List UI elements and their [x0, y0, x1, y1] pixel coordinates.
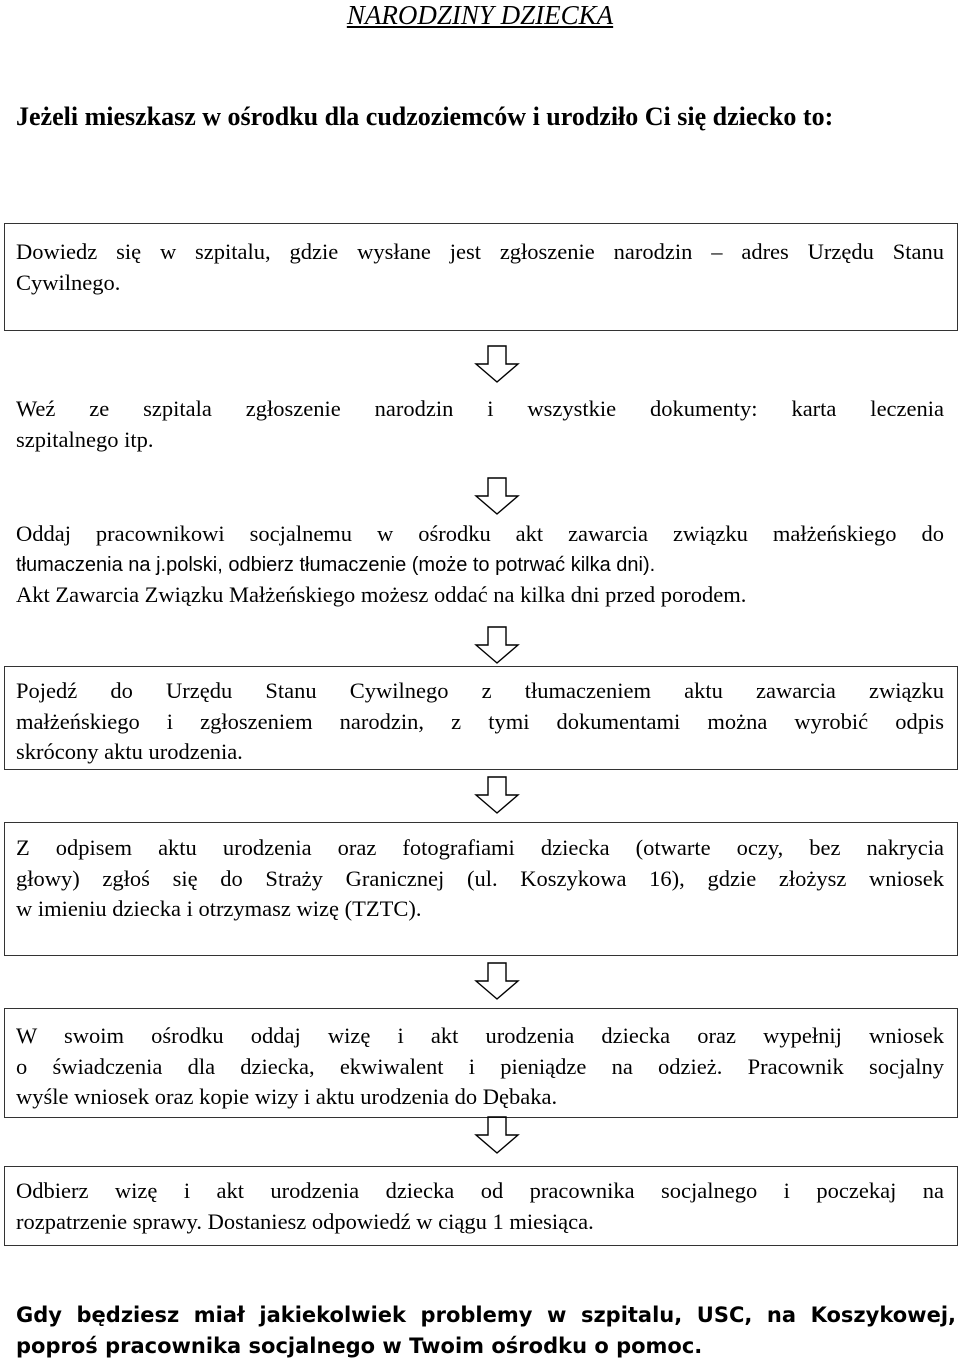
step-3-line-2: tłumaczenia na j.polski, odbierz tłumaczenie (może to potrwać kilka dni). [16, 553, 656, 576]
down-arrow-icon [474, 1115, 520, 1155]
step-4-line-3: skrócony aktu urodzenia. [16, 739, 243, 764]
step-1-text [16, 237, 944, 298]
step-4-line-1: Pojedź do Urzędu Stanu Cywilnego z tłumaczeniem aktu zawarcia związku [16, 678, 944, 703]
down-arrow-icon [474, 344, 520, 384]
step-6-line-3: wyśle wniosek oraz kopie wizy i aktu urodzenia do Dębaka. [16, 1084, 558, 1109]
step-1-line-1: Dowiedz się w szpitalu, gdzie wysłane jest zgłoszenie narodzin – adres Urzędu Stanu [16, 239, 944, 264]
step-6-text [16, 1021, 944, 1113]
step-7-line-1: Odbierz wizę i akt urodzenia dziecka od pracownika socjalnego i poczekaj na [16, 1178, 944, 1203]
document-heading: Jeżeli mieszkasz w ośrodku dla cudzoziemców i urodziło Ci się dziecko to: [16, 102, 834, 131]
step-2-text [16, 394, 944, 455]
step-3-line-1: Oddaj pracownikowi socjalnemu w ośrodku akt zawarcia związku małżeńskiego do [16, 521, 944, 546]
step-5-text [16, 833, 944, 925]
step-6-line-1: W swoim ośrodku oddaj wizę i akt urodzenia dziecka oraz wypełnij wniosek [16, 1023, 944, 1048]
step-3-line-3: Akt Zawarcia Związku Małżeńskiego możesz oddać na kilka dni przed porodem. [16, 582, 747, 607]
step-7-line-2: rozpatrzenie sprawy. Dostaniesz odpowiedź w ciągu 1 miesiąca. [16, 1208, 594, 1234]
down-arrow-icon [474, 775, 520, 815]
step-4-text [16, 676, 944, 768]
step-4-line-2: małżeńskiego i zgłoszeniem narodzin, z tymi dokumentami można wyrobić odpis [16, 708, 944, 734]
step-7-text [16, 1176, 944, 1237]
down-arrow-icon [474, 961, 520, 1001]
step-2-line-2: szpitalnego itp. [16, 426, 154, 452]
step-5-line-2: głowy) zgłoś się do Straży Granicznej (ul. Koszykowa 16), gdzie złożysz wniosek [16, 865, 944, 891]
step-1-line-2: Cywilnego. [16, 269, 121, 295]
down-arrow-icon [474, 625, 520, 665]
step-6-line-2: o świadczenia dla dziecka, ekwiwalent i pieniądze na odzież. Pracownik socjalny [16, 1053, 944, 1079]
step-3-text [16, 519, 944, 611]
step-5-line-1: Z odpisem aktu urodzenia oraz fotografiami dziecka (otwarte oczy, bez nakrycia [16, 835, 944, 860]
footer-note: Gdy będziesz miał jakiekolwiek problemy w szpitalu, USC, na Koszykowej, poproś pracownika socjalnego w Twoim ośrodku o pomoc. [16, 1303, 956, 1358]
down-arrow-icon [474, 476, 520, 516]
document-title: NARODZINY DZIECKA [346, 0, 614, 30]
step-5-line-3: w imieniu dziecka i otrzymasz wizę (TZTC). [16, 896, 422, 921]
step-2-line-1: Weź ze szpitala zgłoszenie narodzin i wszystkie dokumenty: karta leczenia [16, 396, 944, 421]
